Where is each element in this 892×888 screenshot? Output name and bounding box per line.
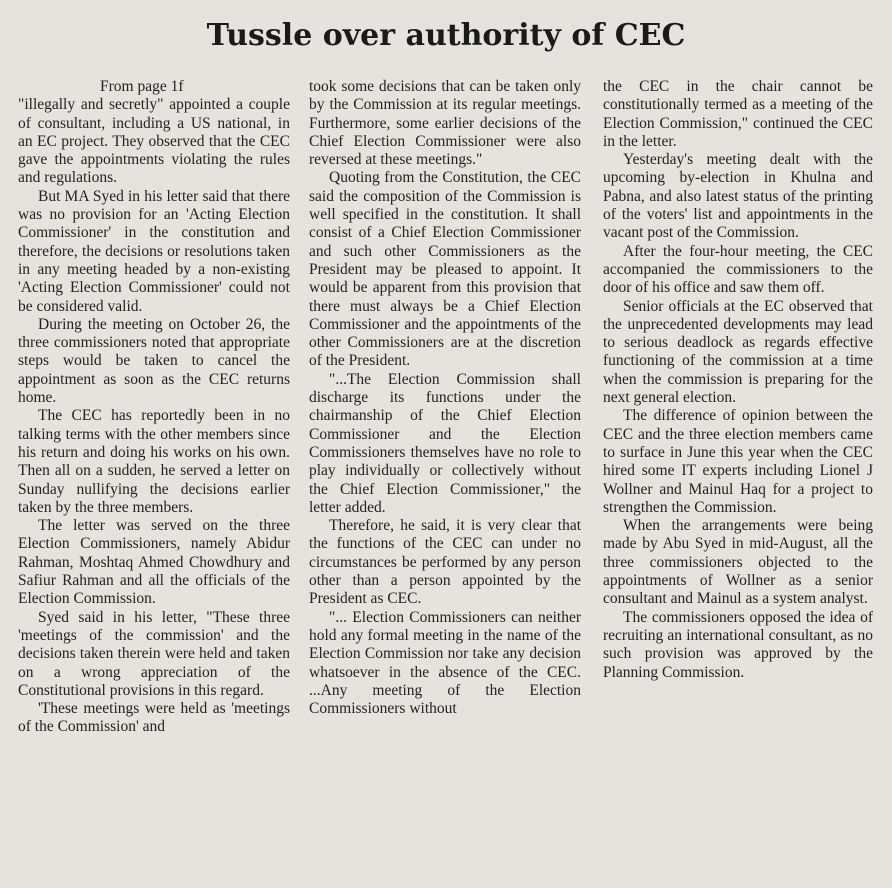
- paragraph: the CEC in the chair cannot be constitutionally termed as a meeting of the Election Commission," continued the CEC in the letter.: [603, 78, 873, 150]
- paragraph: Therefore, he said, it is very clear that the functions of the CEC can under no circumstances be performed by any person other than a person appointed by the President as CEC.: [309, 517, 581, 608]
- paragraph: After the four-hour meeting, the CEC accompanied the commissioners to the door of his office and saw them off.: [603, 242, 873, 297]
- paragraph: Yesterday's meeting dealt with the upcoming by-election in Khulna and Pabna, and also latest status of the printing of the voters' list and appointments in the vacant post of the Commission.: [603, 151, 873, 242]
- paragraph: 'These meetings were held as 'meetings of the Commission' and: [18, 700, 290, 736]
- article-column-2: [309, 78, 581, 718]
- paragraph: "illegally and secretly" appointed a couple of consultant, including a US national, in an EC project. They observed that the CEC gave the appointments violating the rules and regulations.: [18, 96, 290, 187]
- paragraph: Senior officials at the EC observed that the unprecedented developments may lead to serious deadlock as regards effective functioning of the commission at a time when the commission is preparing for the next general election.: [603, 297, 873, 407]
- paragraph: During the meeting on October 26, the three commissioners noted that appropriate steps would be taken to cancel the appointment as soon as the CEC returns home.: [18, 315, 290, 407]
- article-column-3: [603, 78, 873, 682]
- paragraph: Quoting from the Constitution, the CEC said the composition of the Commission is well specified in the constitution. It shall consist of a Chief Election Commissioner and such other Commissioners as the President may be pleased to appoint. It would be apparent from this provision that there must always be a Chief Election Commissioner and the appointments of the other Commissioners are at the discretion of the President.: [309, 169, 581, 370]
- paragraph: The difference of opinion between the CEC and the three election members came to surface in June this year when the CEC hired some IT experts including Lionel J Wollner and Mainul Haq for a project to strengthen the Commission.: [603, 407, 873, 516]
- paragraph: "... Election Commissioners can neither hold any formal meeting in the name of the Election Commission nor take any decision whatsoever in the absence of the CEC. ...Any meeting of the Election Commissioners without: [309, 608, 581, 718]
- paragraph: Syed said in his letter, "These three 'meetings of the commission' and the decisions taken therein were held and taken on a wrong appreciation of the Constitutional provisions in this regard.: [18, 608, 290, 699]
- paragraph: The commissioners opposed the idea of recruiting an international consultant, as no such provision was approved by the Planning Commission.: [603, 608, 873, 681]
- paragraph: But MA Syed in his letter said that there was no provision for an 'Acting Election Commissioner' in the constitution and therefore, the decisions or resolutions taken in any meeting headed by a non-existing 'Acting Election Commissioner' could not be considered valid.: [18, 187, 290, 315]
- paragraph: When the arrangements were being made by Abu Syed in mid-August, all the three commissioners objected to the appointments of Wollner as a senior consultant and Mainul as a system analyst.: [603, 517, 873, 608]
- paragraph: The letter was served on the three Election Commissioners, namely Abidur Rahman, Moshtaq Ahmed Chowdhury and Safiur Rahman and all the officials of the Election Commission.: [18, 517, 290, 608]
- headline: Tussle over authority of CEC: [206, 18, 686, 53]
- paragraph: took some decisions that can be taken only by the Commission at its regular meetings. Furthermore, some earlier decisions of the Chief Election Commissioner were also reversed at these meetings.": [309, 78, 581, 169]
- dateline: From page 1f: [100, 78, 184, 95]
- article-column-1: [18, 78, 290, 737]
- paragraph: "...The Election Commission shall discharge its functions under the chairmanship of the Chief Election Commissioner and the Election Commissioners themselves have no role to play individually or collectively without the Chief Election Commissioner," the letter added.: [309, 370, 581, 516]
- paragraph: The CEC has reportedly been in no talking terms with the other members since his return and doing his works on his own. Then all on a sudden, he served a letter on Sunday nullifying the decisions earlier taken by the three members.: [18, 407, 290, 516]
